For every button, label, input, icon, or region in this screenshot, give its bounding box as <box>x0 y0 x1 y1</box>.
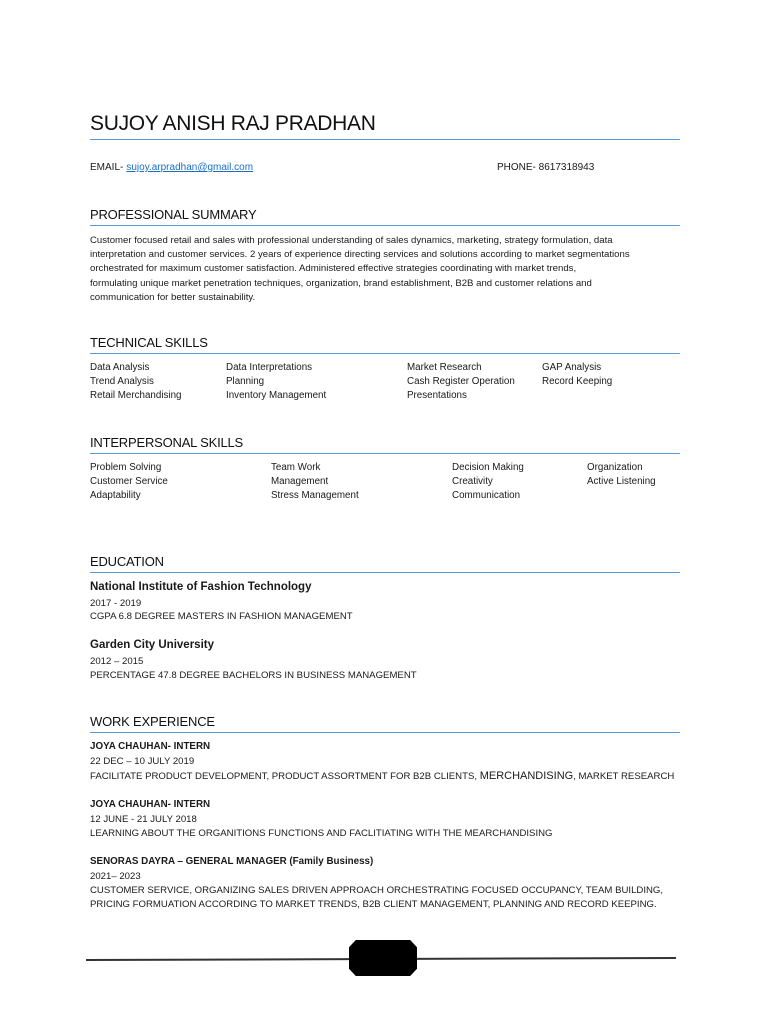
education-years: 2012 – 2015 <box>90 656 144 667</box>
education-title: EDUCATION <box>90 554 164 569</box>
divider <box>90 453 680 454</box>
skill-item: Decision Making <box>452 462 524 473</box>
skill-item: Planning <box>226 376 265 387</box>
summary-line: interpretation and customer services. 2 years of experience directing services and solutions according to market segmentations <box>90 249 630 261</box>
skill-item: Cash Register Operation <box>407 376 515 387</box>
job-dates: 2021– 2023 <box>90 871 141 882</box>
skill-item: Stress Management <box>271 490 359 501</box>
education-detail: CGPA 6.8 DEGREE MASTERS IN FASHION MANAGEMENT <box>90 611 353 622</box>
divider <box>90 225 680 226</box>
job-description: PRICING FORMUATION ACCORDING TO MARKET TRENDS, B2B CLIENT MANAGEMENT, PLANNING AND RECORD KEEPING. <box>90 899 657 910</box>
divider <box>90 572 680 573</box>
divider <box>90 732 680 733</box>
technical-skills-title: TECHNICAL SKILLS <box>90 335 208 350</box>
redaction-block <box>349 940 417 976</box>
work-experience-title: WORK EXPERIENCE <box>90 714 215 729</box>
skill-item: Customer Service <box>90 476 168 487</box>
job-title: JOYA CHAUHAN- INTERN <box>90 741 211 752</box>
skill-item: Creativity <box>452 476 493 487</box>
email-label: EMAIL- <box>90 162 124 173</box>
summary-line: Customer focused retail and sales with professional understanding of sales dynamics, marketing, strategy formulation, data <box>90 235 613 246</box>
interpersonal-skills-title: INTERPERSONAL SKILLS <box>90 435 244 450</box>
skill-item: Market Research <box>407 362 482 373</box>
skill-item: Data Interpretations <box>226 362 313 373</box>
education-institution: Garden City University <box>90 639 214 651</box>
email-label-group <box>90 162 253 173</box>
education-years: 2017 - 2019 <box>90 598 142 609</box>
job-title <box>90 856 373 867</box>
job-description-text: , MARKET RESEARCH <box>573 771 675 782</box>
email-link[interactable]: sujoy.arpradhan@gmail.com <box>126 162 254 173</box>
skill-item: Trend Analysis <box>90 376 154 387</box>
divider <box>90 353 680 354</box>
education-detail: PERCENTAGE 47.8 DEGREE BACHELORS IN BUSINESS MANAGEMENT <box>90 670 417 681</box>
skill-item: Data Analysis <box>90 362 150 373</box>
skill-item: Active Listening <box>587 476 656 487</box>
phone-number: PHONE- 8617318943 <box>497 162 595 173</box>
skill-item: GAP Analysis <box>542 362 602 373</box>
job-title-suffix: (Family Business) <box>286 856 374 867</box>
summary-title: PROFESSIONAL SUMMARY <box>90 207 257 222</box>
job-description: CUSTOMER SERVICE, ORGANIZING SALES DRIVEN APPROACH ORCHESTRATING FOCUSED OCCUPANCY, TEAM BUILDING, <box>90 885 664 896</box>
summary-line: communication for better sustainability. <box>90 291 256 303</box>
skill-item: Problem Solving <box>90 462 162 473</box>
divider <box>90 139 680 140</box>
job-description: LEARNING ABOUT THE ORGANITIONS FUNCTIONS AND FACLITIATING WITH THE MEARCHANDISING <box>90 828 553 839</box>
skill-item: Inventory Management <box>226 390 327 401</box>
job-dates: 12 JUNE - 21 JULY 2018 <box>90 814 197 825</box>
education-institution: National Institute of Fashion Technology <box>90 581 312 593</box>
job-description-text: FACILITATE PRODUCT DEVELOPMENT, PRODUCT ASSORTMENT FOR B2B CLIENTS, <box>90 771 480 782</box>
job-title-text: SENORAS DAYRA – GENERAL MANAGER <box>90 856 287 867</box>
skill-item: Retail Merchandising <box>90 390 182 401</box>
skill-item: Communication <box>452 490 521 501</box>
skill-item: Record Keeping <box>542 376 613 387</box>
job-title: JOYA CHAUHAN- INTERN <box>90 799 211 810</box>
summary-line: orchestrated for maximum customer satisfaction. Administered effective strategies coordinating with market trends, <box>90 263 577 275</box>
skill-item: Presentations <box>407 390 467 401</box>
summary-text <box>90 234 660 305</box>
skill-item: Adaptability <box>90 490 141 501</box>
skill-item: Organization <box>587 462 643 473</box>
job-description-emphasis: MERCHANDISING <box>479 770 574 782</box>
candidate-name: SUJOY ANISH RAJ PRADHAN <box>90 112 376 135</box>
skill-item: Management <box>271 476 329 487</box>
summary-line: formulating unique market penetration techniques, organization, brand establishment, B2B and customer relations and <box>90 277 592 289</box>
skill-item: Team Work <box>271 462 321 473</box>
job-dates: 22 DEC – 10 JULY 2019 <box>90 756 195 767</box>
job-description <box>90 770 674 782</box>
